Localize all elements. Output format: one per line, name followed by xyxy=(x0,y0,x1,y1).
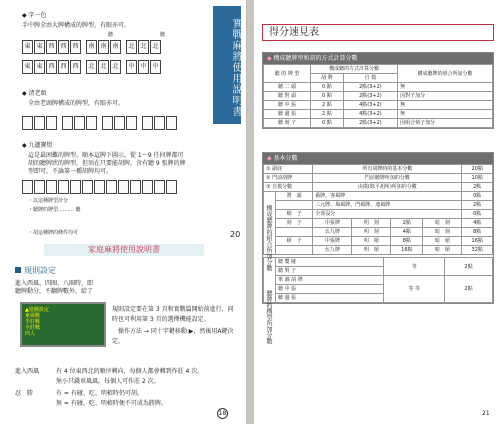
mahjong-tile: 中 xyxy=(150,60,161,74)
cell: 槓 子 xyxy=(276,237,313,246)
cell: 4點 xyxy=(391,228,423,237)
section-title: ◆ 字一色 xyxy=(22,12,47,19)
column-header: 構成聽牌的組合所加分數 xyxy=(398,65,493,83)
cell: 2點 xyxy=(444,258,492,276)
basic-score-table xyxy=(262,152,494,304)
cell: 0點 xyxy=(462,210,493,219)
note-line: ・胡這種牌的條件均可 xyxy=(28,230,79,236)
table-header-text: 基本分數 xyxy=(273,155,298,162)
cell: 全部沒分 xyxy=(313,210,462,219)
section-title: ◆ 九蓮寶燈 xyxy=(22,142,53,149)
table-row xyxy=(264,165,493,174)
mahjong-tile xyxy=(46,180,57,194)
mahjong-tile xyxy=(126,116,137,130)
text-line: 這是最困難的牌型。順本這牌下圖示，從 1～9 任何牌都可 xyxy=(28,152,184,159)
mahjong-tile: 東 xyxy=(34,40,45,54)
term-key: 忍 勝 xyxy=(15,390,34,397)
table-row xyxy=(264,192,493,201)
mahjong-tile: 南 xyxy=(98,40,109,54)
cell: 32點 xyxy=(462,246,493,255)
cell: 暗 刻 xyxy=(423,219,462,228)
column-header: 胡 牌 xyxy=(311,74,344,83)
wait-score-table xyxy=(262,52,494,129)
table-row xyxy=(264,201,493,210)
table-row xyxy=(264,101,493,110)
cell: 聽 邊 張 xyxy=(264,110,311,119)
mahjong-tile: 北 xyxy=(86,60,97,74)
mahjong-tile xyxy=(154,180,165,194)
text-line: 時也可利用第 3 頁的選擇機能設定。 xyxy=(112,316,210,323)
cell: 2點 xyxy=(391,219,423,228)
cell: ② 門前胡牌 xyxy=(264,174,313,183)
table-row xyxy=(264,237,493,246)
right-page xyxy=(254,0,500,424)
mahjong-tile: 南 xyxy=(110,40,121,54)
game-screen xyxy=(20,302,106,347)
table-row xyxy=(264,183,493,192)
mahjong-tile xyxy=(74,116,85,130)
mahjong-tile xyxy=(34,180,45,194)
cell: 4點(3+2) xyxy=(343,110,397,119)
cell: 明 刻 xyxy=(352,228,391,237)
term-value: 無小只錢車風風，每個人可作莊 2 次。 xyxy=(56,378,160,385)
cell: 聽 邊 張 xyxy=(276,294,384,303)
column-header: 聽 的 牌 型 xyxy=(264,65,311,83)
mahjong-tile: 南 xyxy=(86,40,97,54)
mahjong-tile xyxy=(34,116,45,130)
cell: 2點(3+2) xyxy=(343,92,397,101)
wait-label: 聽 xyxy=(160,32,166,38)
mahjong-tile: 西 xyxy=(58,60,69,74)
cell: 16點 xyxy=(462,237,493,246)
cell: 4點 xyxy=(462,219,493,228)
table-row xyxy=(264,219,493,228)
cell: 0 點 xyxy=(311,92,344,101)
text-line: 規則設定要在第 3 頁和實戰篇開始前進行，同 xyxy=(112,306,234,313)
mahjong-tile: 西 xyxy=(70,60,81,74)
cell: 明 槓 xyxy=(352,246,391,255)
mahjong-tile: 北 xyxy=(110,60,121,74)
cell: 聽 雙 碰 xyxy=(276,258,384,267)
cell: 2 點 xyxy=(311,101,344,110)
text-line: 胡的聽牌狀的牌型，但須在只要能胡牌，含有聽 9 張牌的牌 xyxy=(28,160,186,167)
rule-heading xyxy=(15,265,56,276)
text-line: 進入西風、四圈、八圈時，即 xyxy=(15,280,94,287)
cell: ① 副底 xyxy=(264,165,313,174)
cell xyxy=(276,228,313,237)
cell: 8點 xyxy=(462,228,493,237)
text-line: 操作方法 → 同十字鍵移動 ▶，然後用A鍵決 xyxy=(118,328,234,335)
mahjong-tile xyxy=(166,180,177,194)
table-row xyxy=(264,83,493,92)
cell: 聽 刻 子 xyxy=(264,119,311,128)
cell: 明 刻 xyxy=(352,219,391,228)
bullet-icon xyxy=(15,267,21,273)
tile-row xyxy=(22,180,177,194)
mahjong-tile: 北 xyxy=(98,60,109,74)
cell: 將 頭 xyxy=(276,192,313,201)
tile-row xyxy=(22,116,177,130)
mahjong-tile xyxy=(58,180,69,194)
wait-label: 等 xyxy=(411,263,417,270)
mahjong-tile xyxy=(22,180,33,194)
cell: 順 子 xyxy=(276,210,313,219)
cell: 0 點 xyxy=(311,119,344,128)
cell: 聽 對 頭 xyxy=(264,92,311,101)
mahjong-tile xyxy=(46,116,57,130)
mahjong-tile xyxy=(166,116,177,130)
left-page xyxy=(0,0,247,424)
mahjong-tile xyxy=(114,116,125,130)
mahjong-tile xyxy=(70,180,81,194)
screen-line: 半莊戰 xyxy=(25,319,41,325)
table-row xyxy=(264,258,493,267)
screen-line: ▲遊戲設定 xyxy=(25,307,49,313)
table-header: ◆ 構成聽牌型和胡的方式計算分數 xyxy=(263,53,493,64)
tile-example xyxy=(384,258,445,276)
cell: 聽 對 子 xyxy=(276,267,384,276)
text-line: 手中牌全由大牌構成的牌型，有眼亦可。 xyxy=(22,22,131,29)
cell: 聽 中 張 xyxy=(276,285,384,294)
mahjong-tile: 西 xyxy=(46,40,57,54)
vertical-title: 實戰麻將使用說明書 xyxy=(213,6,241,124)
mahjong-tile xyxy=(102,116,113,130)
table-header-text: 構成聽牌型和胡的方式計算分數 xyxy=(273,55,358,62)
mahjong-tile xyxy=(142,180,153,194)
cell: 2點 xyxy=(462,183,493,192)
cell: 中張牌 xyxy=(313,237,352,246)
cell: 聽 中 張 xyxy=(264,101,311,110)
mahjong-tile xyxy=(82,180,93,194)
cell xyxy=(276,201,313,210)
text-line: 型即可，不論第一種胡牌均可。 xyxy=(28,168,113,175)
section-title: ◆ 清老頭 xyxy=(22,90,47,97)
term-value: 有 4 位東西北的順序轉向，每個人都會轉到作莊 4 次。 xyxy=(56,368,204,375)
group-label: 構成聽牌的組合所加分數 xyxy=(265,205,272,271)
page-number: 20 xyxy=(230,230,241,239)
cell: 因組合刻子加分 xyxy=(398,119,493,128)
mahjong-tile: 東 xyxy=(22,60,33,74)
cell: 由摸(除平胡所)所加的分數 xyxy=(313,183,462,192)
mahjong-tile: 東 xyxy=(22,40,33,54)
mahjong-tile: 中 xyxy=(138,60,149,74)
screen-line: 東風戰 xyxy=(25,313,41,319)
table-row xyxy=(264,246,493,255)
mahjong-tile: 西 xyxy=(58,40,69,54)
cell: 暗 槓 xyxy=(423,237,462,246)
table-row xyxy=(264,228,493,237)
screen-line: 全莊戰 xyxy=(25,325,41,331)
mahjong-tile: 北 xyxy=(126,40,137,54)
tile-row xyxy=(22,60,161,74)
cell: 4點(3+2) xyxy=(343,101,397,110)
table-row xyxy=(264,110,493,119)
mahjong-tile xyxy=(106,180,117,194)
table-row xyxy=(264,174,493,183)
tile-example xyxy=(384,276,445,303)
cell: 8點 xyxy=(391,237,423,246)
cell: 三元牌、場風牌、門風牌、連風牌 xyxy=(313,201,462,210)
mahjong-tile xyxy=(62,116,73,130)
cell: 因對子加分 xyxy=(398,92,493,101)
table-row xyxy=(264,92,493,101)
cell: 幺九牌 xyxy=(313,246,352,255)
cell: 0 點 xyxy=(311,83,344,92)
cell: 刻 子 xyxy=(276,219,313,228)
mahjong-tile: 西 xyxy=(46,60,57,74)
column-header: 自 摸 xyxy=(343,74,397,83)
table-row xyxy=(264,119,493,128)
mahjong-tile xyxy=(130,180,141,194)
wait-label: 等 xyxy=(408,286,414,292)
cell: 明 槓 xyxy=(352,237,391,246)
cell: 2點 xyxy=(444,276,492,303)
mahjong-tile xyxy=(22,116,33,130)
wait-label: 等 xyxy=(415,286,421,292)
mahjong-tile: 西 xyxy=(70,40,81,54)
table-header: ◆ 基本分數 xyxy=(263,153,493,164)
cell: ③ 自摸分數 xyxy=(264,183,313,192)
manual-banner: 家庭麻將使用說明書 xyxy=(44,244,204,256)
cell: 番牌、客風牌 xyxy=(313,192,462,201)
mahjong-tile: 北 xyxy=(138,40,149,54)
table-row xyxy=(264,276,493,285)
term-value: 有 = 有碰、吃、明槓時仍可胡。 xyxy=(56,390,143,397)
page-number: 18 xyxy=(218,410,227,417)
cell: 10點 xyxy=(462,174,493,183)
cell: 聽 二 頭 xyxy=(264,83,311,92)
cell: 20點 xyxy=(462,165,493,174)
cell: 門前聽牌所加的分數 xyxy=(313,174,462,183)
mahjong-tile xyxy=(118,180,129,194)
text-line: 全由老頭牌構成的牌型，有眼亦可。 xyxy=(28,100,125,107)
book-spine xyxy=(247,0,254,424)
cell: 16點 xyxy=(391,246,423,255)
cell: 2點(3+2) xyxy=(343,83,397,92)
column-header: 構成聽的方式計算分數 xyxy=(311,65,398,74)
mahjong-tile: 北 xyxy=(150,40,161,54)
wait-label: 聽 xyxy=(108,32,114,38)
term-key: 進入西風 xyxy=(15,368,40,375)
page-number: 21 xyxy=(482,410,490,417)
cell: 無 xyxy=(398,110,493,119)
cell: 0點 xyxy=(462,192,493,201)
tile-row xyxy=(22,40,161,54)
cell: 單 調 胡 牌 xyxy=(276,276,384,285)
screen-line: 四人 xyxy=(25,331,36,337)
rule-heading-text: 規則設定 xyxy=(24,266,56,275)
mahjong-tile: 東 xyxy=(34,60,45,74)
cell: 2 點 xyxy=(311,110,344,119)
cell: 暗 槓 xyxy=(423,246,462,255)
cell: 2點(3+2) xyxy=(343,119,397,128)
mahjong-tile xyxy=(154,116,165,130)
group-label: 聽牌的構型所加分數 xyxy=(265,290,272,344)
text-line: 聽牌動分，不翻牌數外，給了 xyxy=(15,288,94,295)
cell: 所有胡牌時的基本分數 xyxy=(313,165,462,174)
cell: 無 xyxy=(398,101,493,110)
mahjong-tile xyxy=(86,116,97,130)
note-line: ・以這種牌型計分 xyxy=(28,198,69,204)
cell: 無 xyxy=(398,83,493,92)
cell: 2點 xyxy=(462,201,493,210)
cell xyxy=(276,246,313,255)
note-line: ・聽牌的牌型.......... 聽 xyxy=(28,207,81,213)
text-line: 定。 xyxy=(112,338,125,345)
cell: 幺九牌 xyxy=(313,228,352,237)
term-value: 無 = 有碰、吃、明槓時便不可成為勝牌。 xyxy=(56,400,167,407)
mahjong-tile: 中 xyxy=(126,60,137,74)
table-row xyxy=(264,210,493,219)
cell: 中張牌 xyxy=(313,219,352,228)
cell: 暗 刻 xyxy=(423,228,462,237)
mahjong-tile xyxy=(142,116,153,130)
page-title: 得分速見表 xyxy=(262,24,494,41)
mahjong-tile xyxy=(94,180,105,194)
